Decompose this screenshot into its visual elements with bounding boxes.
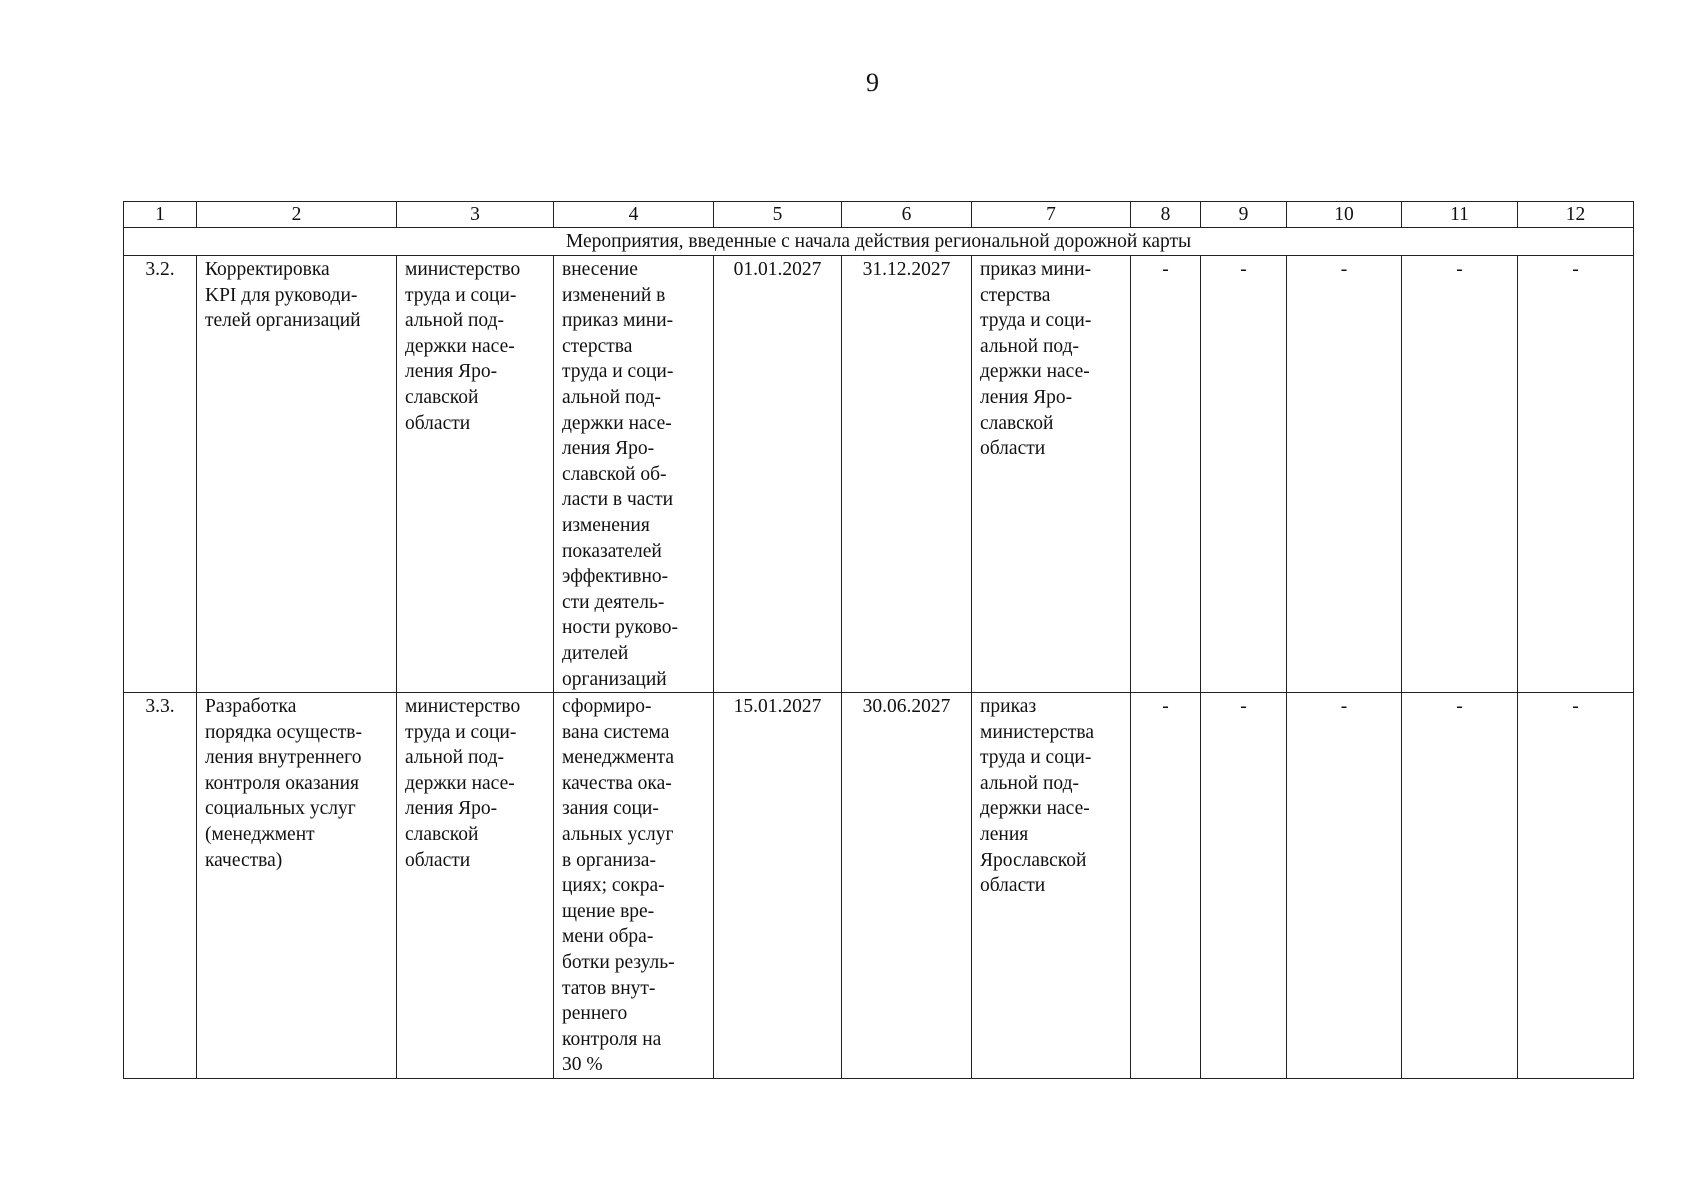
text-line: Ярославской xyxy=(980,849,1087,871)
text-line: дителей xyxy=(562,642,629,664)
text-line: славской xyxy=(405,386,479,408)
text-line: славской xyxy=(980,412,1054,434)
text-line: стерства xyxy=(980,284,1051,306)
text-line: телей организаций xyxy=(205,310,361,332)
measure-name xyxy=(197,693,397,1079)
text-line: славской об- xyxy=(562,463,667,485)
text-line: ления Яро- xyxy=(562,438,655,460)
text-line: контроля на xyxy=(562,1028,662,1050)
text-line: ления Яро- xyxy=(405,361,498,383)
text-line: организаций xyxy=(562,668,667,690)
page-number: 9 xyxy=(866,68,879,97)
section-row xyxy=(124,228,1634,256)
value-cell: - xyxy=(1518,256,1634,693)
column-number-row xyxy=(124,202,1634,228)
table-row xyxy=(124,256,1634,693)
text-line: альной под- xyxy=(405,310,504,332)
text-line: альных услуг xyxy=(562,824,674,846)
row-number: 3.3. xyxy=(124,693,197,1079)
column-number-cell: 3 xyxy=(397,202,554,228)
text-line: изменения xyxy=(562,514,650,536)
text-line: социальных услуг xyxy=(205,798,356,820)
text-line: ления Яро- xyxy=(980,386,1073,408)
text-line: показателей xyxy=(562,540,662,562)
value-cell: - xyxy=(1201,256,1287,693)
text-line: Разработка xyxy=(205,696,297,718)
text-line: вана система xyxy=(562,721,670,743)
text-line: альной под- xyxy=(405,747,504,769)
column-number-cell: 6 xyxy=(842,202,972,228)
text-line: держки насе- xyxy=(562,412,672,434)
text-line: порядка осуществ- xyxy=(205,721,362,743)
text-line: мени обра- xyxy=(562,926,654,948)
text-line: ботки резуль- xyxy=(562,952,675,974)
column-number-cell: 4 xyxy=(554,202,714,228)
column-number-cell: 9 xyxy=(1201,202,1287,228)
column-number-cell: 11 xyxy=(1402,202,1518,228)
text-line: щение вре- xyxy=(562,900,655,922)
value-cell: - xyxy=(1402,693,1518,1079)
column-number-cell: 10 xyxy=(1287,202,1402,228)
executor xyxy=(397,256,554,693)
text-line: ласти в части xyxy=(562,489,674,511)
text-line: ления Яро- xyxy=(405,798,498,820)
text-line: в организа- xyxy=(562,849,656,871)
text-line: области xyxy=(980,438,1046,460)
column-number-cell: 7 xyxy=(972,202,1131,228)
table-row xyxy=(124,693,1634,1079)
text-line: министерства xyxy=(980,721,1095,743)
value-cell: - xyxy=(1518,693,1634,1079)
expected-result xyxy=(554,256,714,693)
column-number-cell: 5 xyxy=(714,202,842,228)
column-number-cell: 8 xyxy=(1131,202,1201,228)
text-line: славской xyxy=(405,824,479,846)
text-line: держки насе- xyxy=(980,798,1090,820)
column-number-cell: 1 xyxy=(124,202,197,228)
text-line: стерства xyxy=(562,335,633,357)
text-line: альной под- xyxy=(980,335,1079,357)
measure-name xyxy=(197,256,397,693)
text-line: Корректировка xyxy=(205,259,330,280)
text-line: зания соци- xyxy=(562,798,659,820)
text-line: области xyxy=(405,849,471,871)
text-line: ности руково- xyxy=(562,617,678,639)
text-line: приказ мини- xyxy=(562,310,674,332)
text-line: качества) xyxy=(205,849,283,871)
text-line: труда и соци- xyxy=(980,747,1092,769)
text-line: (менеджмент xyxy=(205,824,315,846)
value-cell: - xyxy=(1201,693,1287,1079)
text-line: KPI для руководи- xyxy=(205,284,358,306)
text-line: приказ мини- xyxy=(980,259,1092,280)
text-line: труда и соци- xyxy=(405,721,517,743)
text-line: министерство xyxy=(405,259,521,280)
document-type xyxy=(972,693,1131,1079)
text-line: циях; сокра- xyxy=(562,875,665,897)
text-line: области xyxy=(405,412,471,434)
text-line: держки насе- xyxy=(405,772,515,794)
text-line: альной под- xyxy=(980,772,1079,794)
text-line: труда и соци- xyxy=(405,284,517,306)
start-date: 01.01.2027 xyxy=(714,256,842,693)
section-title: Мероприятия, введенные с начала действия региональной дорожной карты xyxy=(124,228,1634,256)
text-line: труда и соци- xyxy=(980,310,1092,332)
text-line: эффективно- xyxy=(562,566,669,588)
start-date: 15.01.2027 xyxy=(714,693,842,1079)
value-cell: - xyxy=(1131,693,1201,1079)
text-line: труда и соци- xyxy=(562,361,674,383)
text-line: 30 % xyxy=(562,1054,603,1076)
text-line: внесение xyxy=(562,259,638,280)
end-date: 31.12.2027 xyxy=(842,256,972,693)
executor xyxy=(397,693,554,1079)
text-line: контроля оказания xyxy=(205,772,360,794)
text-line: держки насе- xyxy=(405,335,515,357)
end-date: 30.06.2027 xyxy=(842,693,972,1079)
value-cell: - xyxy=(1287,256,1402,693)
text-line: сти деятель- xyxy=(562,591,665,613)
expected-result xyxy=(554,693,714,1079)
text-line: реннего xyxy=(562,1003,628,1025)
text-line: менеджмента xyxy=(562,747,675,769)
text-line: татов внут- xyxy=(562,977,656,999)
text-line: качества ока- xyxy=(562,772,672,794)
column-number-cell: 12 xyxy=(1518,202,1634,228)
text-line: области xyxy=(980,875,1046,897)
text-line: приказ xyxy=(980,696,1037,718)
value-cell: - xyxy=(1287,693,1402,1079)
text-line: сформиро- xyxy=(562,696,652,718)
row-number: 3.2. xyxy=(124,256,197,693)
text-line: министерство xyxy=(405,696,521,718)
column-number-cell: 2 xyxy=(197,202,397,228)
value-cell: - xyxy=(1402,256,1518,693)
text-line: изменений в xyxy=(562,284,666,306)
text-line: альной под- xyxy=(562,386,661,408)
value-cell: - xyxy=(1131,256,1201,693)
roadmap-table xyxy=(123,201,1634,1079)
text-line: держки насе- xyxy=(980,361,1090,383)
text-line: ления внутреннего xyxy=(205,747,362,769)
text-line: ления xyxy=(980,824,1029,846)
document-type xyxy=(972,256,1131,693)
